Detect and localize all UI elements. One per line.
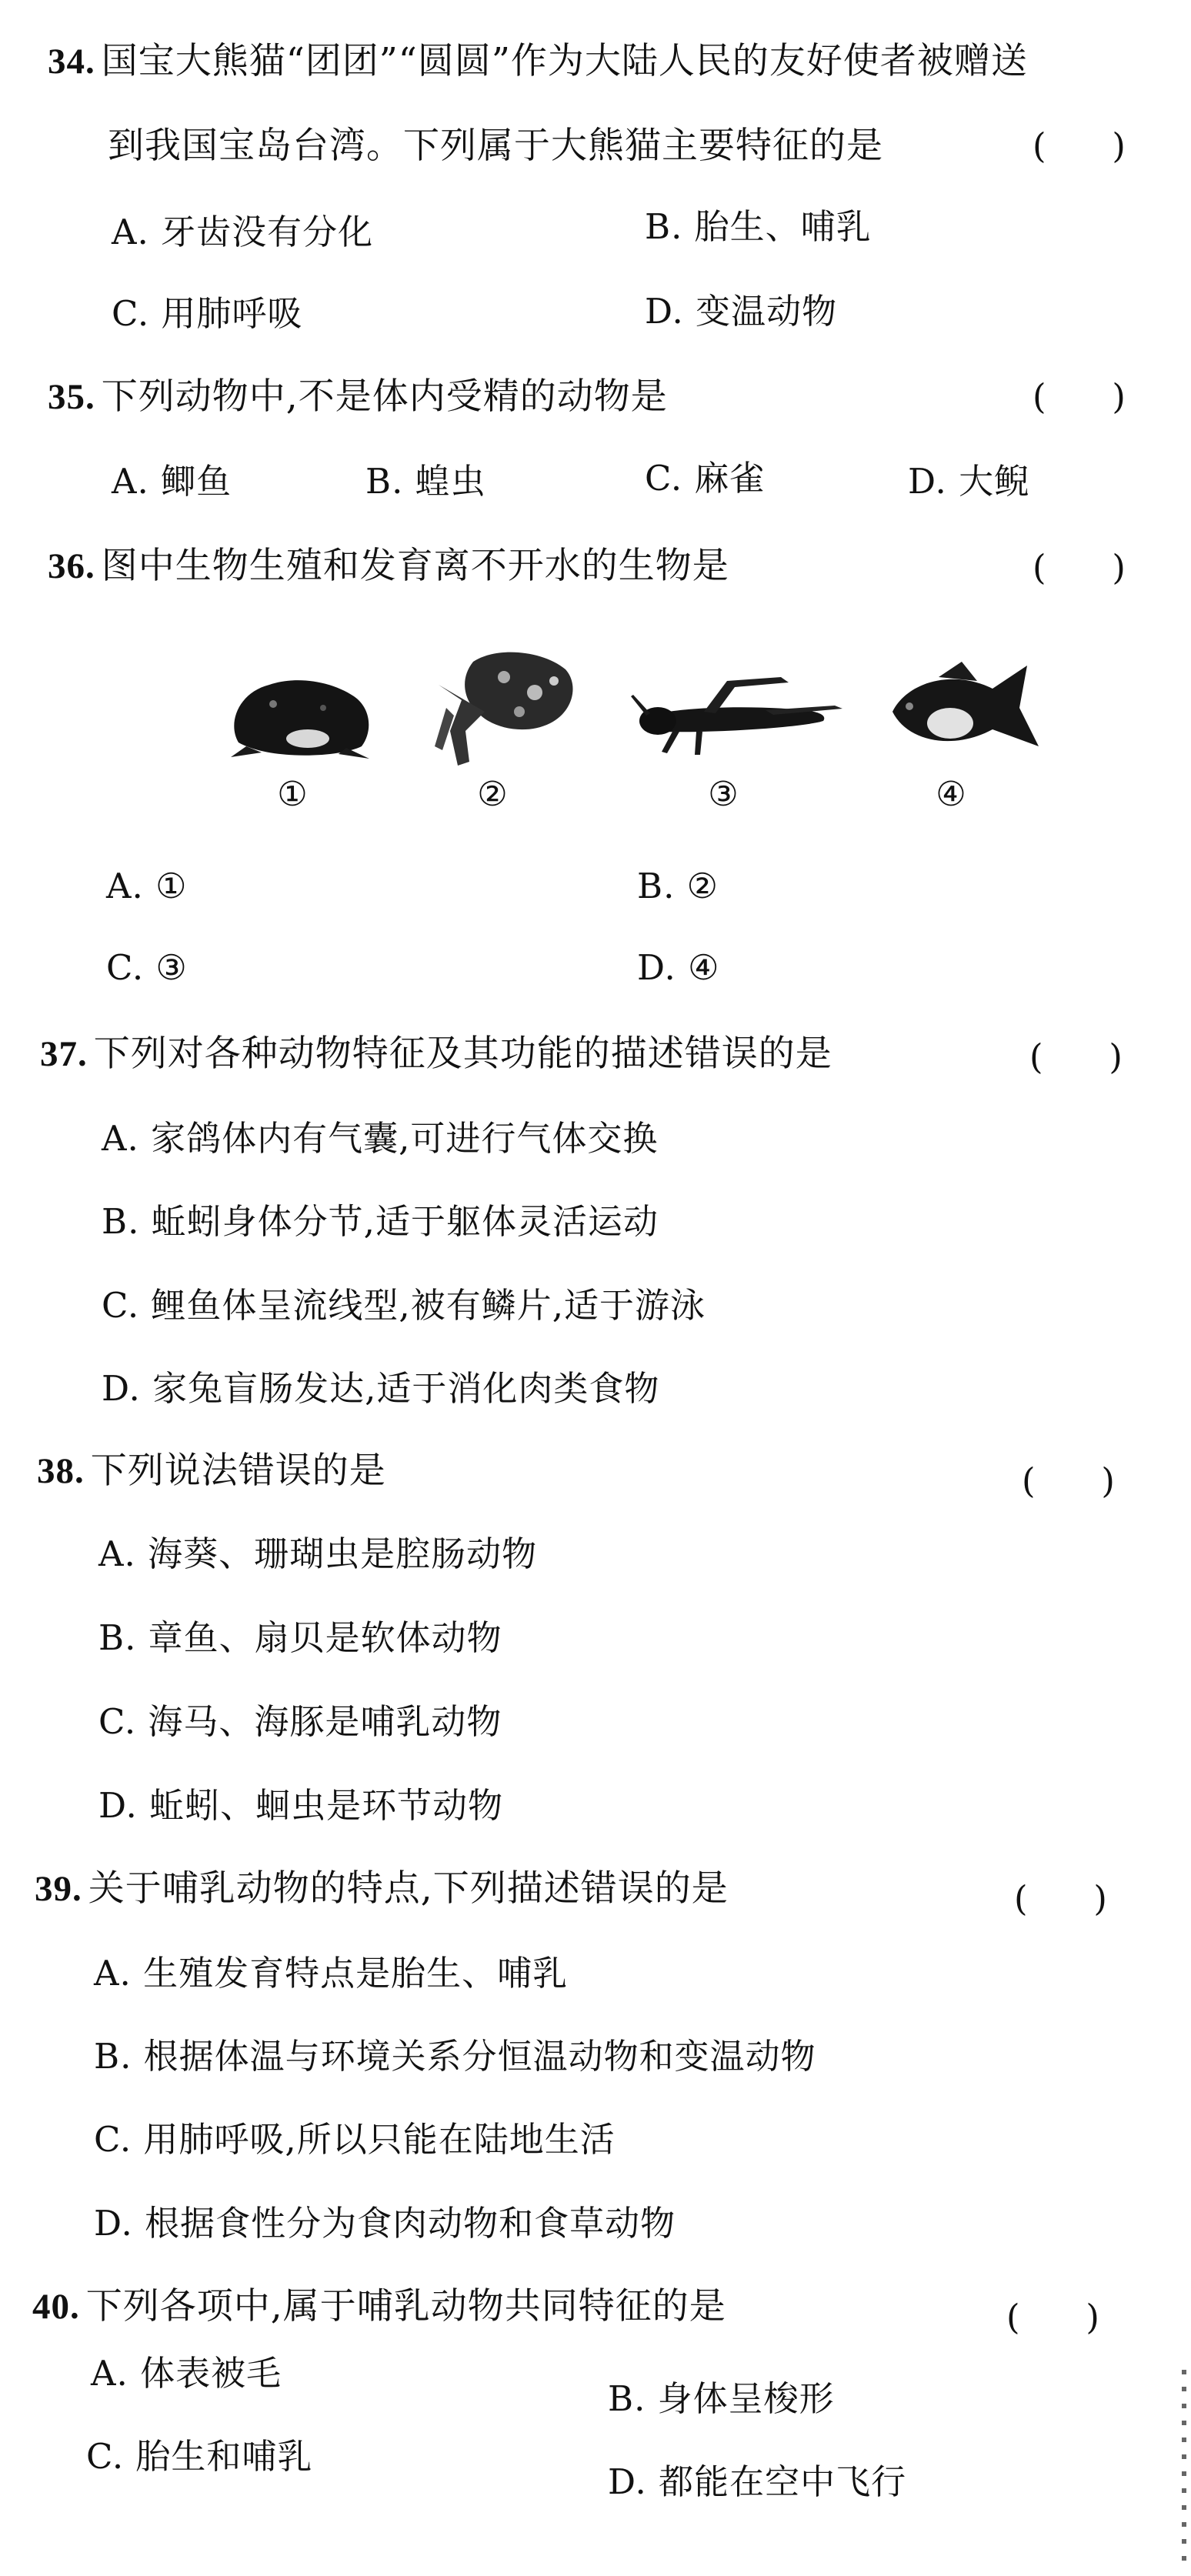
grasshopper-image (627, 666, 846, 758)
scan-edge-marks (1182, 2370, 1186, 2570)
option-d[interactable]: D. ④ (637, 947, 720, 988)
answer-blank[interactable]: ( ) (1033, 547, 1126, 588)
option-a[interactable]: A. 海葵、珊瑚虫是腔肠动物 (98, 1533, 538, 1574)
option-d[interactable]: D. 根据食性分为食肉动物和食草动物 (94, 2203, 676, 2244)
answer-blank[interactable]: ( ) (1033, 376, 1126, 417)
option-c[interactable]: C. 麻雀 (645, 458, 766, 499)
question-number: 39. (35, 1869, 82, 1909)
option-c[interactable]: C. 海马、海豚是哺乳动物 (98, 1701, 502, 1742)
toad-image (223, 662, 377, 762)
question-40-stem (32, 2284, 726, 2330)
option-b[interactable]: B. ② (637, 866, 719, 906)
question-number: 35. (48, 377, 95, 417)
question-text: 下列各项中,属于哺乳动物共同特征的是 (85, 2285, 726, 2327)
fish-image (885, 654, 1046, 762)
option-b[interactable]: B. 蚯蚓身体分节,适于躯体灵活运动 (102, 1201, 659, 1242)
option-d[interactable]: D. 大鲵 (908, 461, 1030, 502)
option-b[interactable]: B. 身体呈梭形 (608, 2378, 835, 2419)
option-b[interactable]: B. 胎生、哺乳 (645, 206, 872, 247)
question-text: 国宝大熊猫“团团”“圆圆”作为大陆人民的友好使者被赠送 (101, 40, 1028, 82)
option-a[interactable]: A. 家鸽体内有气囊,可进行气体交换 (102, 1118, 659, 1159)
option-c[interactable]: C. 用肺呼吸,所以只能在陆地生活 (94, 2119, 616, 2160)
answer-blank[interactable]: ( ) (1029, 1036, 1123, 1077)
question-text: 下列说法错误的是 (90, 1450, 386, 1492)
option-a[interactable]: A. 体表被毛 (91, 2353, 282, 2394)
question-number: 40. (32, 2287, 80, 2327)
question-number: 36. (48, 546, 95, 586)
frog-image (427, 639, 581, 769)
question-38-stem (37, 1448, 386, 1494)
question-text: 到我国宝岛台湾。下列属于大熊猫主要特征的是 (108, 125, 883, 167)
answer-blank[interactable]: ( ) (1033, 125, 1126, 166)
question-text: 图中生物生殖和发育离不开水的生物是 (101, 545, 729, 587)
question-36-stem (48, 543, 729, 589)
answer-blank[interactable]: ( ) (1014, 1878, 1107, 1919)
option-c[interactable]: C. 用肺呼吸 (112, 293, 303, 334)
option-b[interactable]: B. 蝗虫 (365, 461, 486, 502)
option-d[interactable]: D. 变温动物 (645, 291, 838, 332)
question-number: 34. (48, 42, 95, 82)
option-d[interactable]: D. 都能在空中飞行 (608, 2461, 907, 2502)
figure-label: ④ (936, 775, 966, 814)
option-a[interactable]: A. 牙齿没有分化 (112, 212, 374, 252)
question-34-stem-line2 (108, 123, 883, 169)
question-39-stem (35, 1866, 729, 1912)
figure-label: ② (477, 775, 508, 814)
figure-label: ③ (708, 775, 739, 814)
figure-label: ① (277, 775, 308, 814)
option-a[interactable]: A. ① (106, 866, 188, 906)
question-34-stem-line1 (48, 38, 1028, 85)
question-text: 下列对各种动物特征及其功能的描述错误的是 (93, 1033, 832, 1075)
option-d[interactable]: D. 蚯蚓、蛔虫是环节动物 (98, 1785, 504, 1826)
answer-blank[interactable]: ( ) (1006, 2297, 1099, 2337)
option-b[interactable]: B. 根据体温与环境关系分恒温动物和变温动物 (94, 2036, 816, 2077)
question-text: 关于哺乳动物的特点,下列描述错误的是 (88, 1867, 729, 1910)
option-a[interactable]: A. 生殖发育特点是胎生、哺乳 (94, 1953, 569, 1994)
option-c[interactable]: C. 鲤鱼体呈流线型,被有鳞片,适于游泳 (102, 1285, 706, 1326)
question-text: 下列动物中,不是体内受精的动物是 (101, 375, 668, 418)
answer-blank[interactable]: ( ) (1022, 1460, 1115, 1501)
option-a[interactable]: A. 鲫鱼 (112, 461, 232, 502)
animal-figure-row (0, 616, 1191, 831)
question-35-stem (48, 374, 668, 420)
option-c[interactable]: C. ③ (106, 947, 188, 988)
question-number: 38. (37, 1451, 85, 1491)
option-b[interactable]: B. 章鱼、扇贝是软体动物 (98, 1617, 502, 1658)
option-d[interactable]: D. 家兔盲肠发达,适于消化肉类食物 (102, 1368, 660, 1409)
question-number: 37. (40, 1034, 88, 1074)
option-c[interactable]: C. 胎生和哺乳 (86, 2436, 313, 2477)
question-37-stem (40, 1031, 832, 1077)
